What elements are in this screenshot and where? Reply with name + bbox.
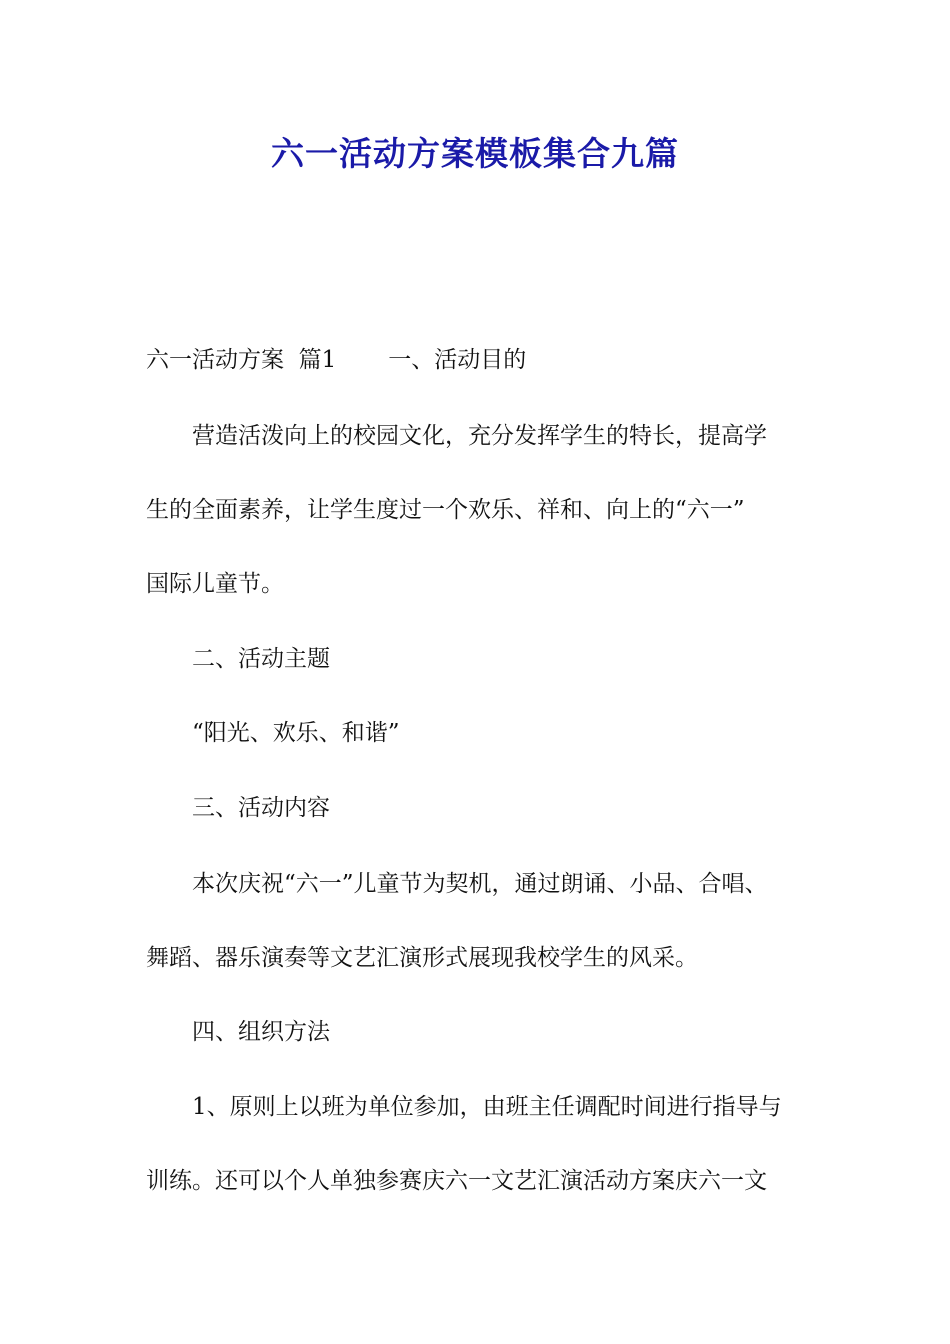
paragraph-line: “阳光、欢乐、和谐” <box>192 720 400 746</box>
paragraph-line: 训练。还可以个人单独参赛庆六一文艺汇演活动方案庆六一文 <box>146 1168 767 1194</box>
paragraph-line: 营造活泼向上的校园文化，充分发挥学生的特长，提高学 <box>192 423 767 449</box>
subsection-heading: 四、组织方法 <box>192 1019 330 1045</box>
subsection-heading: 三、活动内容 <box>192 795 330 821</box>
document-title: 六一活动方案模板集合九篇 <box>271 134 679 173</box>
section-first-item: 一、活动目的 <box>388 347 527 373</box>
paragraph-line: 舞蹈、器乐演奏等文艺汇演形式展现我校学生的风采。 <box>146 945 698 971</box>
paragraph-line: 生的全面素养，让学生度过一个欢乐、祥和、向上的“六一” <box>146 497 745 523</box>
paragraph-line: 本次庆祝“六一”儿童节为契机，通过朗诵、小品、合唱、 <box>192 871 768 897</box>
section-heading-number: 篇1 <box>298 347 337 373</box>
section-heading-label: 六一活动方案 <box>146 347 284 373</box>
paragraph-line: 1、原则上以班为单位参加，由班主任调配时间进行指导与 <box>192 1094 782 1120</box>
section-heading <box>146 345 526 375</box>
paragraph-line: 国际儿童节。 <box>146 571 284 597</box>
subsection-heading: 二、活动主题 <box>192 646 330 672</box>
